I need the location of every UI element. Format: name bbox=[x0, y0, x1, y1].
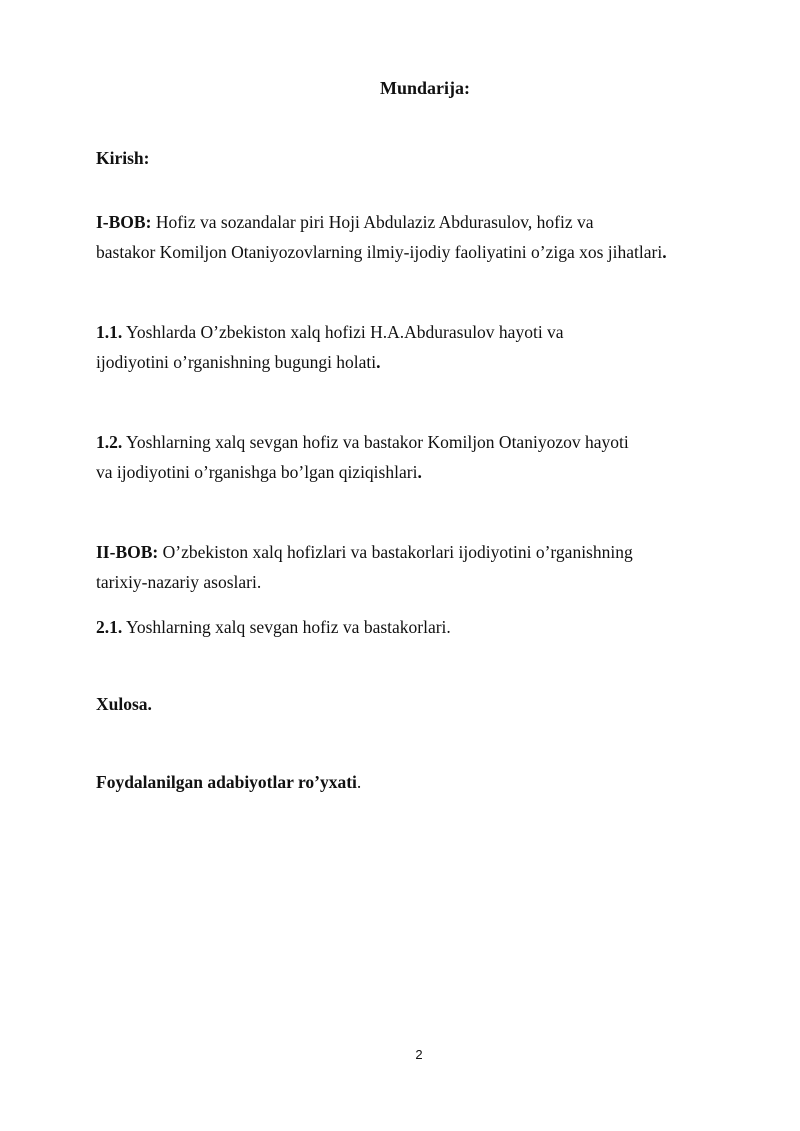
toc-entry-bob1-line1 bbox=[96, 207, 736, 237]
toc-entry-kirish: Kirish: bbox=[96, 148, 150, 168]
page-number: 2 bbox=[415, 1047, 423, 1062]
toc-entry-bob2 bbox=[96, 537, 736, 597]
toc-entry-bob1 bbox=[96, 207, 736, 267]
toc-entry-bob2-line2 bbox=[96, 567, 736, 597]
toc-entry-bob2-text2: tarixiy-nazariy asoslari. bbox=[96, 572, 262, 592]
toc-entry-1-1-label: 1.1. bbox=[96, 322, 123, 342]
toc-entry-1-1-text2: ijodiyotini o’rganishning bugungi holati bbox=[96, 352, 377, 372]
toc-entry-2-1-label: 2.1. bbox=[96, 617, 123, 637]
toc-entry-1-2 bbox=[96, 427, 736, 487]
toc-entry-bob2-text1: O’zbekiston xalq hofizlari va bastakorlari ijodiyotini o’rganishning bbox=[158, 542, 633, 562]
toc-entry-bob1-text1: Hofiz va sozandalar piri Hoji Abdulaziz Abdurasulov, hofiz va bbox=[151, 212, 594, 232]
toc-entry-bob1-line2 bbox=[96, 237, 736, 267]
toc-entry-bob2-line1 bbox=[96, 537, 736, 567]
toc-entry-adabiyotlar bbox=[96, 767, 736, 797]
toc-entry-bob2-label: II-BOB: bbox=[96, 542, 159, 562]
toc-entry-adabiyotlar-end: . bbox=[356, 772, 362, 792]
toc-entry-1-1-line2 bbox=[96, 347, 736, 377]
toc-entry-1-1-text1: Yoshlarda O’zbekiston xalq hofizi H.A.Abdurasulov hayoti va bbox=[122, 322, 564, 342]
toc-entry-1-1-line1 bbox=[96, 317, 736, 347]
toc-entry-adabiyotlar-text: Foydalanilgan adabiyotlar ro’yxati bbox=[96, 772, 357, 792]
toc-entry-bob1-text2: bastakor Komiljon Otaniyozovlarning ilmiy-ijodiy faoliyatini o’ziga xos jihatlari bbox=[96, 242, 663, 262]
toc-entry-bob1-end: . bbox=[662, 242, 667, 262]
toc-entry-1-2-text1: Yoshlarning xalq sevgan hofiz va bastakor Komiljon Otaniyozov hayoti bbox=[122, 432, 629, 452]
toc-entry-2-1-line1 bbox=[96, 612, 736, 642]
toc-entry-1-1-end: . bbox=[376, 352, 381, 372]
toc-entry-2-1-text1: Yoshlarning xalq sevgan hofiz va bastakorlari. bbox=[122, 617, 451, 637]
toc-entry-1-2-end: . bbox=[417, 462, 422, 482]
toc-entry-xulosa: Xulosa. bbox=[96, 694, 152, 714]
toc-entry-bob1-label: I-BOB: bbox=[96, 212, 152, 232]
toc-entry-1-2-text2: va ijodiyotini o’rganishga bo’lgan qiziqishlari bbox=[96, 462, 418, 482]
toc-entry-1-1 bbox=[96, 317, 736, 377]
toc-entry-1-2-line1 bbox=[96, 427, 736, 457]
toc-title: Mundarija: bbox=[380, 78, 470, 98]
toc-entry-1-2-label: 1.2. bbox=[96, 432, 123, 452]
toc-entry-2-1 bbox=[96, 612, 736, 642]
toc-entry-1-2-line2 bbox=[96, 457, 736, 487]
